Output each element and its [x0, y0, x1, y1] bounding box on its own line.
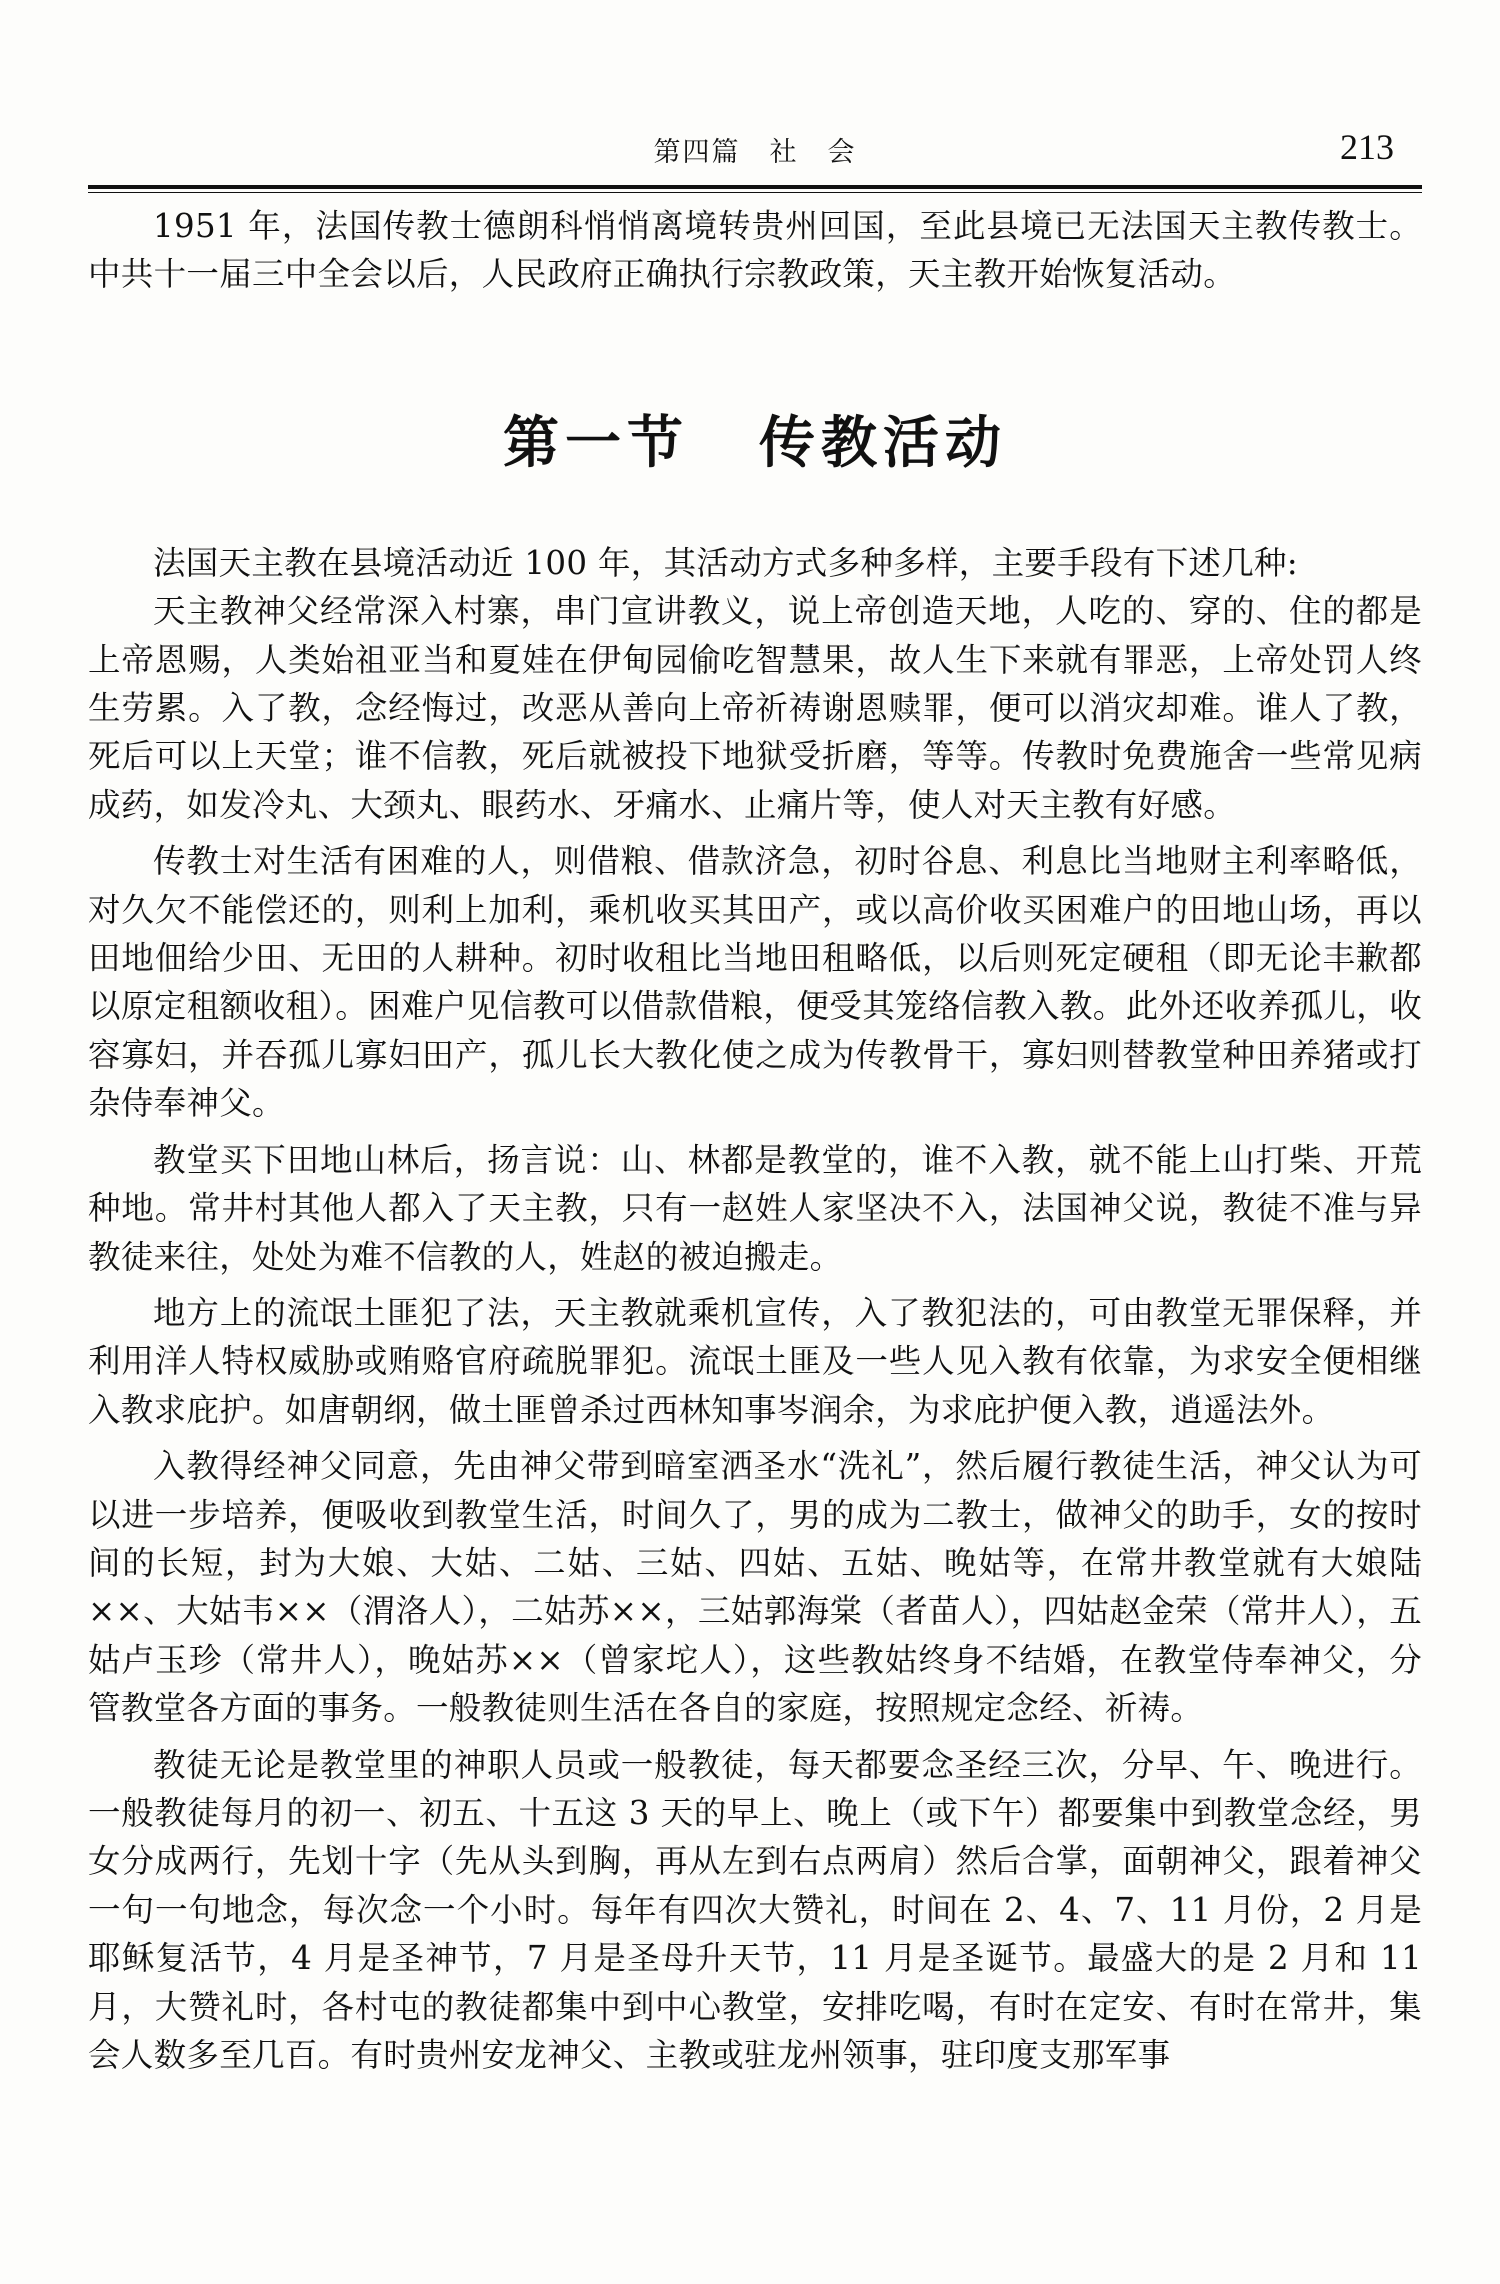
- section-title: 传教活动: [759, 409, 1007, 476]
- header-rule-thick: [88, 185, 1422, 189]
- paragraph: 教徒无论是教堂里的神职人员或一般教徒，每天都要念圣经三次，分早、午、晚进行。一般教徒每月的初一、初五、十五这 3 天的早上、晚上（或下午）都要集中到教堂念经，男女分成两行，先划十字（先从头到胸，再从左到右点两肩）然后合掌，面朝神父，跟着神父一句一句地念，每次念一个小时。每年有四次大赞礼，时间在 2、4、7、11 月份，2 月是耶稣复活节，4 月是圣神节，7 月是圣母升天节，11 月是圣诞节。最盛大的是 2 月和 11 月，大赞礼时，各村屯的教徒都集中到中心教堂，安排吃喝，有时在定安、有时在常井，集会人数多至几百。有时贵州安龙神父、主教或驻龙州领事，驻印度支那军事: [88, 1745, 1422, 2074]
- paragraph: 入教得经神父同意，先由神父带到暗室洒圣水“洗礼”，然后履行教徒生活，神父认为可以进一步培养，便吸收到教堂生活，时间久了，男的成为二教士，做神父的助手，女的按时间的长短，封为大娘、大姑、二姑、三姑、四姑、五姑、晚姑等，在常井教堂就有大娘陆××、大姑韦××（渭洛人），二姑苏××，三姑郭海棠（者苗人），四姑赵金荣（常井人），五姑卢玉珍（常井人），晚姑苏××（曾家坨人），这些教姑终身不结婚，在教堂侍奉神父，分管教堂各方面的事务。一般教徒则生活在各自的家庭，按照规定念经、祈祷。: [88, 1447, 1422, 1728]
- header-rule-thin: [88, 192, 1422, 193]
- paragraph: 法国天主教在县境活动近 100 年，其活动方式多种多样，主要手段有下述几种:: [153, 543, 1299, 582]
- intro-paragraph: 1951 年，法国传教士德朗科悄悄离境转贵州回国，至此县境已无法国天主教传教士。中共十一届三中全会以后，人民政府正确执行宗教政策，天主教开始恢复活动。: [88, 207, 1422, 294]
- section-heading: [88, 399, 1422, 479]
- paragraph: 天主教神父经常深入村寨，串门宣讲教义，说上帝创造天地，人吃的、穿的、住的都是上帝恩赐，人类始祖亚当和夏娃在伊甸园偷吃智慧果，故人生下来就有罪恶，上帝处罚人终生劳累。入了教，念经悔过，改恶从善向上帝祈祷谢恩赎罪，便可以消灾却难。谁人了教，死后可以上天堂；谁不信教，死后就被投下地狱受折磨，等等。传教时免费施舍一些常见病成药，如发冷丸、大颈丸、眼药水、牙痛水、止痛片等，使人对天主教有好感。: [88, 592, 1422, 824]
- paragraph: 教堂买下田地山林后，扬言说：山、林都是教堂的，谁不入教，就不能上山打柴、开荒种地。常井村其他人都入了天主教，只有一赵姓人家坚决不入，法国神父说，教徒不准与异教徒来往，处处为难不信教的人，姓赵的被迫搬走。: [88, 1140, 1422, 1276]
- section-number: 第一节: [503, 409, 689, 476]
- header-title: 第四篇 社 会: [653, 137, 857, 168]
- paragraph: 传教士对生活有困难的人，则借粮、借款济急，初时谷息、利息比当地财主利率略低，对久欠不能偿还的，则利上加利，乘机收买其田产，或以高价收买困难户的田地山场，再以田地佃给少田、无田的人耕种。初时收租比当地田租略低，以后则死定硬租（即无论丰歉都以原定租额收租）。困难户见信教可以借款借粮，便受其笼络信教入教。此外还收养孤儿，收容寡妇，并吞孤儿寡妇田产，孤儿长大教化使之成为传教骨干，寡妇则替教堂种田养猪或打杂侍奉神父。: [88, 842, 1422, 1123]
- paragraph: 地方上的流氓土匪犯了法，天主教就乘机宣传，入了教犯法的，可由教堂无罪保释，并利用洋人特权威胁或贿赂官府疏脱罪犯。流氓土匪及一些人见入教有依靠，为求安全便相继入教求庇护。如唐朝纲，做土匪曾杀过西林知事岑润余，为求庇护便入教，逍遥法外。: [88, 1293, 1422, 1429]
- body-text: [88, 202, 1422, 2079]
- running-header: [88, 127, 1422, 178]
- page-number: 213: [1340, 127, 1394, 167]
